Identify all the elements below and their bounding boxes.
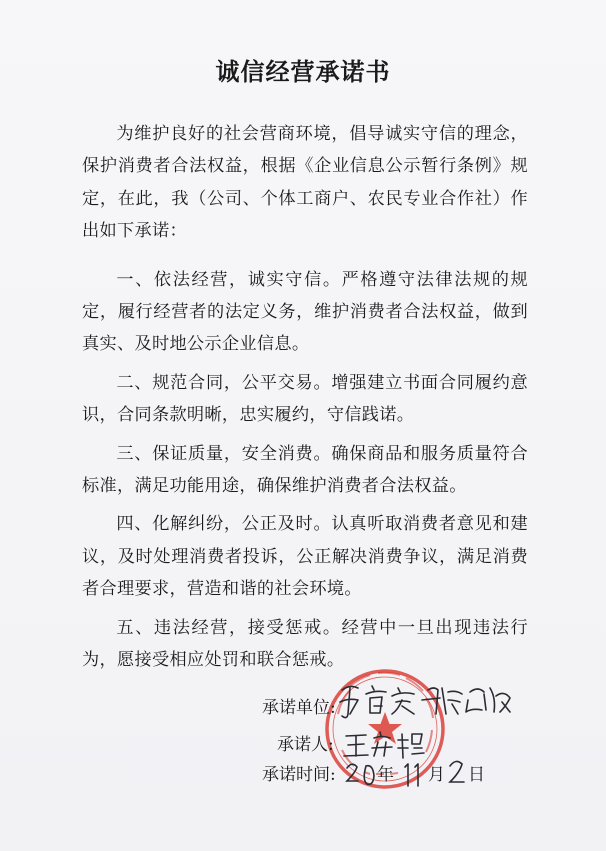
paragraph-5: 五、违法经营，接受惩戒。经营中一旦出现违法行为，愿接受相应处罚和联合惩戒。 [82,617,528,671]
handwritten-date-month [402,758,426,790]
date-month-suffix: 月 [428,765,445,785]
paragraph-2: 二、规范合同，公平交易。增强建立书面合同履约意识，合同条款明晰，忠实履约，守信践诺。 [82,372,528,426]
handwritten-unit-signature [336,676,514,724]
paragraph-4: 四、化解纠纷，公正及时。认真听取消费者意见和建议，及时处理消费者投诉，公正解决消费争议，满足消费者合理要求，营造和谐的社会环境。 [82,514,528,600]
document-title: 诚信经营承诺书 [215,58,391,86]
date-year-suffix: 年 [377,765,394,785]
signing-date-label: 承诺时间: [262,765,336,785]
signing-unit-label: 承诺单位: [262,698,336,718]
date-day-suffix: 日 [468,765,485,785]
paragraph-1: 一、依法经营，诚实守信。严格遵守法律法规的规定，履行经营者的法定义务，维护消费者合法权益，做到真实、及时地公示企业信息。 [82,269,528,355]
handwritten-date-year [344,758,378,790]
handwritten-date-day [446,756,470,790]
paragraph-3: 三、保证质量，安全消费。确保商品和服务质量符合标准，满足功能用途，确保维护消费者合法权益。 [82,443,528,497]
paragraph-intro: 为维护良好的社会营商环境，倡导诚实守信的理念，保护消费者合法权益，根据《企业信息公示暂行条例》规定，在此，我（公司、个体工商户、农民专业合作社）作出如下承诺： [82,124,528,242]
signing-person-label: 承诺人: [277,735,334,755]
document-body [82,118,528,683]
